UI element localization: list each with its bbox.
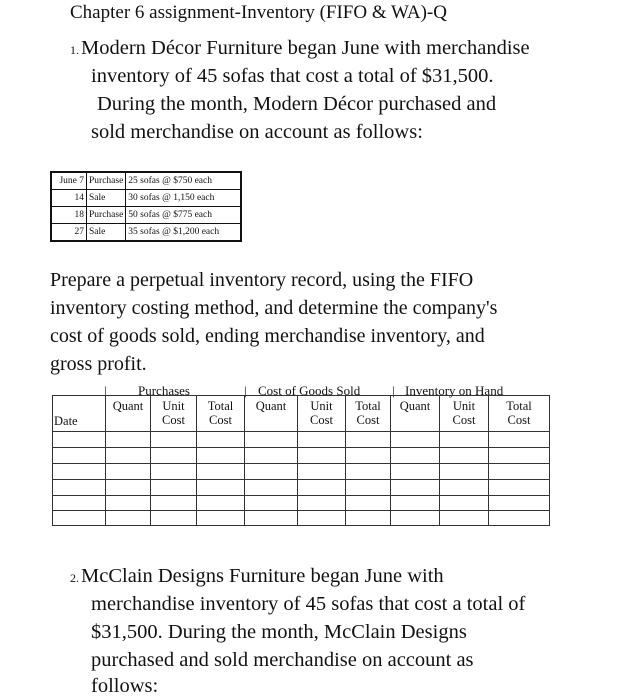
instruction-line: inventory costing method, and determine the company's [50, 297, 498, 319]
quant-header: Quant [399, 399, 431, 413]
question-number: 2. [70, 571, 79, 585]
transaction-detail: 35 sofas @ $1,200 each [126, 224, 242, 242]
group-header-cogs: Cost of Goods Sold [258, 383, 361, 398]
perpetual-inventory-record [52, 395, 550, 526]
instruction-line: gross profit. [50, 353, 147, 375]
transaction-type: Purchase [87, 207, 126, 224]
group-header-inventory: Inventory on Hand [405, 383, 504, 398]
transactions-table [50, 171, 242, 242]
question-line: purchased and sold merchandise on account as [91, 649, 474, 671]
group-header-purchases: Purchases [138, 383, 190, 398]
quant-header: Quant [255, 399, 287, 413]
quant-header: Quant [112, 399, 144, 413]
instruction-line: cost of goods sold, ending merchandise inventory, and [50, 325, 485, 347]
question-line: McClain Designs Furniture began June with [81, 565, 444, 587]
question-line: $31,500. During the month, McClain Designs [91, 621, 467, 643]
transaction-detail: 30 sofas @ 1,150 each [126, 190, 242, 207]
total-cost-header: Total Cost [355, 399, 381, 427]
transaction-date: 18 [51, 207, 87, 224]
unit-cost-header: Unit Cost [310, 399, 333, 427]
question-line: merchandise inventory of 45 sofas that cost a total of [91, 593, 526, 615]
total-cost-header: Total Cost [207, 399, 234, 427]
question-line: sold merchandise on account as follows: [91, 121, 423, 143]
question-line: inventory of 45 sofas that cost a total of $31,500. [91, 65, 494, 87]
table-row [51, 190, 241, 207]
question-line: follows: [91, 675, 159, 697]
instruction-line: Prepare a perpetual inventory record, using the FIFO [50, 269, 474, 291]
table-row [51, 207, 241, 224]
instructions-paragraph [50, 266, 497, 378]
transaction-detail: 25 sofas @ $750 each [126, 172, 242, 190]
transaction-detail: 50 sofas @ $775 each [126, 207, 242, 224]
table-row [51, 172, 241, 190]
date-header: Date [54, 414, 78, 428]
transaction-date: June 7 [51, 172, 87, 190]
table-row [51, 224, 241, 242]
total-cost-header: Total Cost [506, 399, 532, 427]
group-separator: | [104, 383, 107, 398]
page-title: Chapter 6 assignment-Inventory (FIFO & WA)-Q [70, 2, 447, 23]
transaction-type: Sale [87, 224, 126, 242]
group-separator: | [392, 383, 395, 398]
question-number: 1. [70, 43, 79, 57]
question-line: During the month, Modern Décor purchased and [97, 93, 497, 115]
unit-cost-header: Unit Cost [452, 399, 476, 427]
transaction-type: Sale [87, 190, 126, 207]
unit-cost-header: Unit Cost [162, 399, 185, 427]
transaction-date: 27 [51, 224, 87, 242]
transaction-type: Purchase [87, 172, 126, 190]
group-separator: | [244, 383, 247, 398]
transaction-date: 14 [51, 190, 87, 207]
question-line: Modern Décor Furniture began June with merchandise [81, 37, 530, 59]
